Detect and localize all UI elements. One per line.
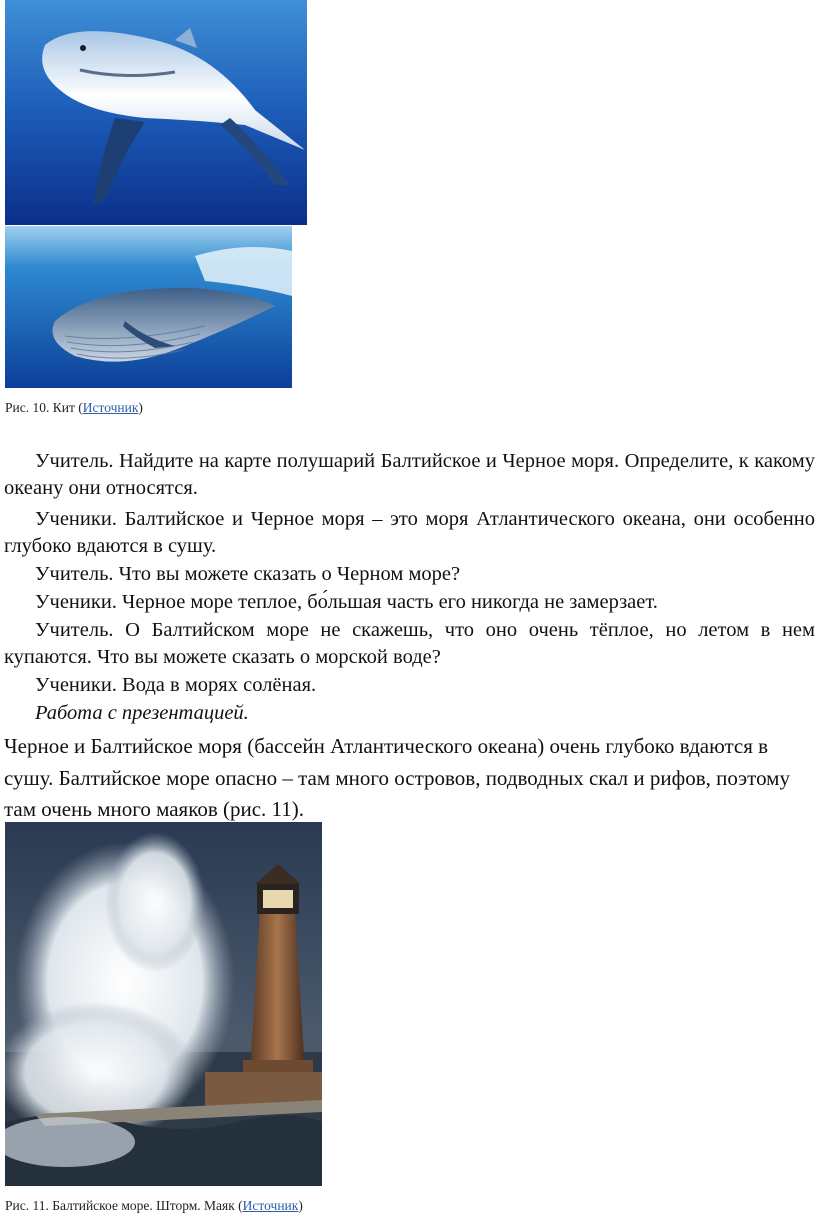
figure-11-caption-suffix: ) [298, 1198, 303, 1213]
lighthouse-storm-photo [5, 822, 322, 1186]
presentation-heading: Работа с презентацией. [35, 702, 249, 724]
figure-11-source-link[interactable]: Источник [242, 1198, 299, 1213]
paragraph-teacher-3: Учитель. О Балтийском море не скажешь, что оно очень тёплое, но летом в нем купаются. Что вы можете сказать о морской воде? [4, 619, 815, 668]
figure-10-caption-suffix: ) [138, 400, 143, 415]
figure-10-caption-text: Рис. 10. Кит ( [5, 400, 83, 415]
paragraph-students-2: Ученики. Черное море теплое, бо́льшая часть его никогда не замерзает. [35, 591, 658, 613]
paragraph-teacher-1: Учитель. Найдите на карте полушарий Балтийское и Черное моря. Определите, к какому океану они относятся. [4, 450, 815, 499]
paragraph-students-3: Ученики. Вода в морях солёная. [35, 674, 317, 696]
figure-10-caption [5, 400, 143, 416]
figure-11-caption-text: Рис. 11. Балтийское море. Шторм. Маяк ( [5, 1198, 243, 1213]
paragraph-students-1: Ученики. Балтийское и Черное моря – это моря Атлантического океана, они особенно глубоко вдаются в сушу. [4, 508, 815, 557]
body-text: Черное и Балтийское моря (бассейн Атлантического океана) очень глубоко вдаются в сушу. Балтийское море опасно – там много островов, подводных скал и рифов, поэтому там очень много маяков (рис. 11). [4, 734, 790, 821]
figure-11-caption [5, 1198, 303, 1214]
whale-photo [5, 226, 292, 388]
figure-10-source-link[interactable]: Источник [82, 400, 139, 415]
paragraph-teacher-2: Учитель. Что вы можете сказать о Черном море? [35, 563, 461, 585]
shark-photo [5, 0, 307, 225]
